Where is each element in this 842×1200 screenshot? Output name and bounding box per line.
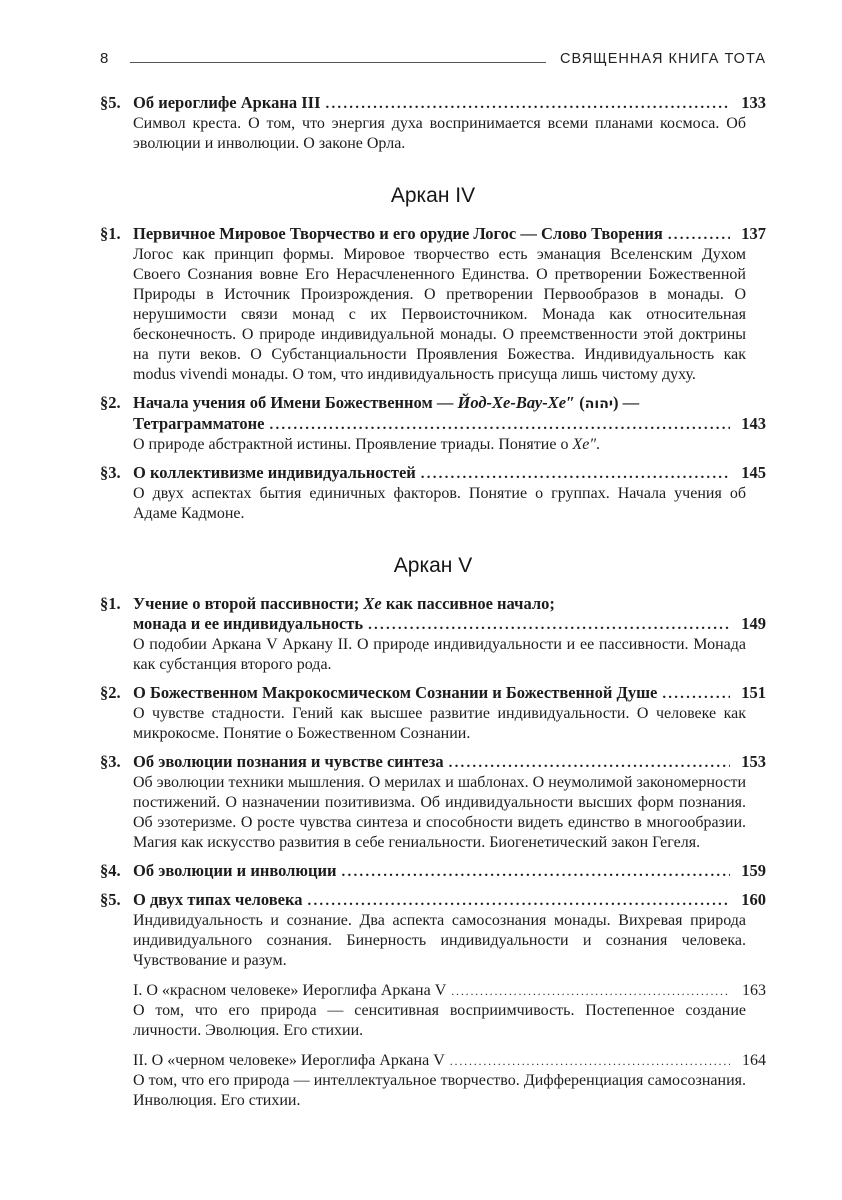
entry-title: О двух типах человека	[133, 890, 303, 909]
entry-description: О том, что его природа — сенситивная восприимчивость. Постепенное создание личности. Эволюция. Его стихии.	[133, 1002, 746, 1039]
dot-leader	[668, 224, 730, 245]
entry-page-ref: 143	[741, 414, 766, 433]
entry-title-row	[100, 861, 766, 882]
entry-title: О коллективизме индивидуальностей	[133, 463, 416, 482]
description-text: О природе абстрактной истины. Проявление триады. Понятие о	[133, 436, 573, 453]
entry-number: §3.	[100, 752, 121, 771]
entry-title-row	[100, 981, 766, 1001]
entry-description: Об эволюции техники мышления. О мерилах и шаблонах. О неумолимой закономерности постижений. О назначении позитивизма. Об индивидуальности высших форм познания. Об эзотеризме. О росте чувства синтеза и способности видеть единство в многообразии. Магия как искусство развития в себе гениальности. Биогенетический закон Гегеля.	[133, 774, 746, 851]
entry-title: Об эволюции познания и чувстве синтеза	[133, 752, 444, 771]
toc-entry	[100, 463, 766, 524]
subentry-title: II. О «черном человеке» Иероглифа Аркана V	[133, 1052, 445, 1069]
toc-subentry	[100, 1051, 766, 1111]
entry-title-row	[100, 93, 766, 114]
toc-entry	[100, 683, 766, 744]
page-number: 8	[100, 50, 109, 67]
toc-entry	[100, 861, 766, 882]
dot-leader	[451, 981, 730, 1001]
toc-entry	[100, 890, 766, 971]
entry-description: Индивидуальность и сознание. Два аспекта самосознания монады. Вихревая природа индивидуального сознания. Бинерность индивидуальности и сознания человека. Чувствование и разум.	[133, 912, 746, 969]
entry-title	[133, 594, 555, 614]
dot-leader	[326, 93, 731, 114]
tetragrammaton-hebrew: יהוה	[584, 396, 613, 412]
toc-entry	[100, 93, 766, 154]
entry-page-ref: 145	[741, 463, 766, 482]
entry-page-ref: 137	[741, 224, 766, 243]
entry-page-ref: 149	[741, 614, 766, 633]
description-term-he: Хе″	[572, 436, 596, 453]
dot-leader	[342, 861, 730, 882]
entry-title-row	[100, 890, 766, 911]
entry-title	[133, 393, 639, 414]
entry-number: §5.	[100, 890, 121, 909]
dot-leader	[662, 683, 730, 704]
entry-number: §4.	[100, 861, 121, 880]
entry-title: О Божественном Макрокосмическом Сознании и Божественной Душе	[133, 683, 658, 702]
header-rule	[130, 60, 546, 63]
entry-title-row	[100, 463, 766, 484]
entry-title-row-continued	[100, 614, 766, 635]
entry-page-ref: 159	[741, 861, 766, 880]
entry-number: §2.	[100, 683, 121, 702]
entry-title: Первичное Мировое Творчество и его орудие Логос — Слово Творения	[133, 224, 663, 243]
entry-page-ref: 160	[741, 890, 766, 909]
dot-leader	[421, 463, 730, 484]
entry-description: О том, что его природа — интеллектуальное творчество. Дифференциация самосознания. Инволюция. Его стихии.	[133, 1072, 746, 1109]
description-text: .	[596, 436, 600, 453]
entry-number: §3.	[100, 463, 121, 482]
title-text: (	[575, 393, 585, 412]
entry-description: О подобии Аркана V Аркану II. О природе индивидуальности и ее пассивности. Монада как субстанция второго рода.	[133, 636, 746, 673]
toc-entry	[100, 752, 766, 853]
title-text: Учение о второй пассивности;	[133, 594, 364, 613]
entry-title-row	[100, 393, 766, 414]
entry-description	[133, 435, 746, 455]
entry-title-row	[100, 224, 766, 245]
entry-description: Символ креста. О том, что энергия духа воспринимается всеми планами космоса. Об эволюции и инволюции. О законе Орла.	[133, 115, 746, 152]
section-heading-arkan-5: Аркан V	[393, 554, 473, 577]
entry-number: §2.	[100, 393, 121, 412]
running-title: СВЯЩЕННАЯ КНИГА ТОТА	[560, 51, 766, 67]
entry-title-row	[100, 752, 766, 773]
entry-title-row	[100, 683, 766, 704]
page-header	[100, 50, 766, 67]
dot-leader	[449, 752, 730, 773]
entry-title-row-continued	[100, 414, 766, 435]
entry-page-ref: 153	[741, 752, 766, 771]
entry-page-ref: 133	[741, 93, 766, 112]
dot-leader	[308, 890, 731, 911]
entry-number: §1.	[100, 594, 121, 613]
toc-entry	[100, 224, 766, 385]
dot-leader	[450, 1051, 730, 1071]
entry-title-line2: Тетраграмматоне	[133, 414, 265, 433]
subentry-title: I. О «красном человеке» Иероглифа Аркана V	[133, 982, 447, 999]
dot-leader	[270, 414, 730, 435]
title-text: как пассивное начало;	[381, 594, 555, 613]
entry-description: О чувстве стадности. Гений как высшее развитие индивидуальности. О человеке как микрокосме. Понятие о Божественном Сознании.	[133, 705, 746, 742]
entry-title: Об иероглифе Аркана III	[133, 93, 321, 112]
section-heading-arkan-4: Аркан IV	[390, 184, 476, 207]
entry-title: Об эволюции и инволюции	[133, 861, 337, 880]
entry-title-line2: монада и ее индивидуальность	[133, 614, 364, 633]
title-text: Начала учения об Имени Божественном —	[133, 393, 458, 412]
entry-page-ref: 163	[742, 982, 766, 999]
entry-description: О двух аспектах бытия единичных факторов. Понятие о группах. Начала учения об Адаме Кадмоне.	[133, 485, 746, 522]
entry-number: §5.	[100, 93, 121, 112]
dot-leader	[368, 614, 730, 635]
title-term-he: Хе	[363, 594, 382, 613]
entry-title-row	[100, 1051, 766, 1071]
title-text: ) —	[612, 393, 640, 412]
toc-subentry	[100, 981, 766, 1041]
entry-title-row	[100, 594, 766, 614]
toc-entry	[100, 594, 766, 675]
entry-page-ref: 164	[742, 1052, 766, 1069]
entry-number: §1.	[100, 224, 121, 243]
title-divine-name: Йод-Хе-Вау-Хе″	[457, 393, 576, 412]
entry-page-ref: 151	[741, 683, 766, 702]
toc-entry	[100, 393, 766, 455]
entry-description: Логос как принцип формы. Мировое творчество есть эманация Вселенским Духом Своего Сознания вовне Его Нерасчлененного Единства. О претворении Божественной Природы в Источник Произрождения. О претворении Первообразов в монады. О нерушимости связи монад с их Первоисточником. Монада как относительная бесконечность. О природе индивидуальной монады. О преемственности этой доктрины на пути веков. О Субстанциальности Проявления Божества. Индивидуальность как modus vivendi монады. О том, что индивидуальность присуща лишь чистому духу.	[133, 246, 746, 383]
